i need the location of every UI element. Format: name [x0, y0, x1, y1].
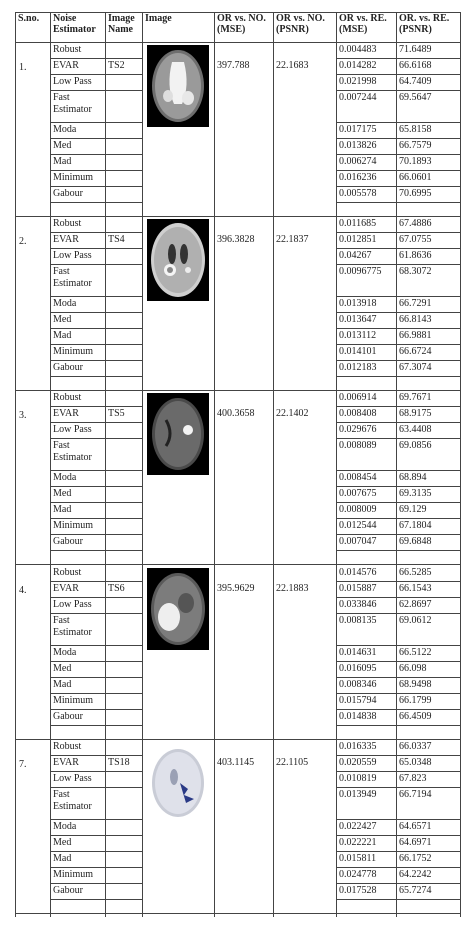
header-re-psnr: OR. vs. RE.(PSNR)	[399, 13, 450, 35]
re-psnr-value: 68.3072	[399, 266, 432, 277]
group-or-mse: 403.1145	[217, 757, 255, 768]
row-divider	[50, 406, 142, 407]
estimator-label: Minimum	[53, 172, 94, 183]
row-divider	[50, 328, 142, 329]
estimator-label: Robust	[53, 567, 82, 578]
re-mse-value: 0.033846	[339, 599, 377, 610]
re-mse-value: 0.022221	[339, 837, 377, 848]
re-psnr-value: 67.3074	[399, 362, 432, 373]
column-divider	[396, 12, 397, 917]
re-psnr-value: 65.7274	[399, 885, 432, 896]
row-divider	[50, 438, 142, 439]
estimator-label: Low Pass	[53, 250, 92, 261]
re-mse-value: 0.013112	[339, 330, 377, 341]
estimator-label: Minimum	[53, 520, 94, 531]
row-divider	[50, 502, 142, 503]
row-divider	[336, 771, 461, 772]
header-estimator: Noise Estimator	[53, 13, 96, 35]
row-divider	[336, 867, 461, 868]
re-psnr-value: 66.0601	[399, 172, 432, 183]
row-divider	[50, 645, 142, 646]
re-psnr-value: 66.098	[399, 663, 427, 674]
row-divider	[336, 709, 461, 710]
group-sno: 7.	[19, 759, 27, 770]
re-mse-value: 0.04267	[339, 250, 372, 261]
brain-scan-image	[147, 568, 209, 650]
row-divider	[50, 518, 142, 519]
re-psnr-value: 66.8143	[399, 314, 432, 325]
estimator-label: Robust	[53, 392, 82, 403]
brain-scan-image	[147, 45, 209, 127]
row-divider	[336, 74, 461, 75]
estimator-label: Fast Estimator	[53, 92, 92, 115]
row-divider	[336, 296, 461, 297]
re-mse-value: 0.013826	[339, 140, 377, 151]
re-mse-value: 0.008346	[339, 679, 377, 690]
row-divider	[336, 851, 461, 852]
row-divider	[50, 154, 142, 155]
row-divider	[336, 312, 461, 313]
row-divider	[336, 486, 461, 487]
row-divider	[50, 534, 142, 535]
re-psnr-value: 69.129	[399, 504, 427, 515]
re-psnr-value: 64.6971	[399, 837, 432, 848]
re-mse-value: 0.0096775	[339, 266, 382, 277]
row-divider	[50, 787, 142, 788]
re-psnr-value: 65.8158	[399, 124, 432, 135]
row-divider	[336, 248, 461, 249]
re-psnr-value: 69.6848	[399, 536, 432, 547]
re-mse-value: 0.008089	[339, 440, 377, 451]
re-mse-value: 0.024778	[339, 869, 377, 880]
re-psnr-value: 66.1543	[399, 583, 432, 594]
re-mse-value: 0.013949	[339, 789, 377, 800]
row-divider	[336, 470, 461, 471]
re-mse-value: 0.006914	[339, 392, 377, 403]
group-or-psnr: 22.1883	[276, 583, 309, 594]
row-divider	[336, 518, 461, 519]
re-mse-value: 0.008009	[339, 504, 377, 515]
re-mse-value: 0.015794	[339, 695, 377, 706]
row-divider	[50, 819, 142, 820]
row-divider	[336, 138, 461, 139]
re-psnr-value: 66.7194	[399, 789, 432, 800]
estimator-label: EVAR	[53, 757, 79, 768]
re-mse-value: 0.021998	[339, 76, 377, 87]
estimator-label: EVAR	[53, 408, 79, 419]
estimator-label: Minimum	[53, 869, 94, 880]
row-divider	[336, 819, 461, 820]
row-divider	[336, 550, 461, 551]
row-divider	[50, 422, 142, 423]
estimator-label: EVAR	[53, 234, 79, 245]
re-psnr-value: 63.4408	[399, 424, 432, 435]
estimator-label: Med	[53, 314, 72, 325]
header-sno: S.no.	[18, 13, 40, 24]
row-divider	[50, 725, 142, 726]
re-psnr-value: 71.6489	[399, 44, 432, 55]
row-divider	[336, 328, 461, 329]
row-divider	[50, 709, 142, 710]
row-divider	[336, 502, 461, 503]
row-divider	[336, 787, 461, 788]
row-divider	[336, 264, 461, 265]
re-mse-value: 0.004483	[339, 44, 377, 55]
row-divider	[50, 344, 142, 345]
row-divider	[50, 835, 142, 836]
re-psnr-value: 69.3135	[399, 488, 432, 499]
row-divider	[50, 550, 142, 551]
re-mse-value: 0.016095	[339, 663, 377, 674]
row-divider	[50, 613, 142, 614]
row-divider	[336, 581, 461, 582]
row-divider	[336, 534, 461, 535]
estimator-label: Gabour	[53, 711, 83, 722]
re-psnr-value: 70.6995	[399, 188, 432, 199]
re-mse-value: 0.007244	[339, 92, 377, 103]
estimator-label: Minimum	[53, 695, 94, 706]
re-mse-value: 0.007047	[339, 536, 377, 547]
row-divider	[50, 677, 142, 678]
row-divider	[15, 739, 461, 740]
re-psnr-value: 66.9881	[399, 330, 432, 341]
row-divider	[50, 376, 142, 377]
re-psnr-value: 66.6724	[399, 346, 432, 357]
row-divider	[336, 170, 461, 171]
column-divider	[460, 12, 461, 917]
estimator-label: Gabour	[53, 536, 83, 547]
estimator-label: Moda	[53, 647, 77, 658]
group-sno: 3.	[19, 410, 27, 421]
row-divider	[50, 883, 142, 884]
re-psnr-value: 64.2242	[399, 869, 432, 880]
re-psnr-value: 68.894	[399, 472, 427, 483]
row-divider	[336, 725, 461, 726]
row-divider	[50, 597, 142, 598]
estimator-label: EVAR	[53, 60, 79, 71]
group-image-name: TS5	[108, 408, 125, 419]
row-divider	[15, 42, 461, 43]
re-mse-value: 0.017175	[339, 124, 377, 135]
re-psnr-value: 66.5285	[399, 567, 432, 578]
estimator-label: Med	[53, 837, 72, 848]
re-psnr-value: 66.1752	[399, 853, 432, 864]
row-divider	[336, 883, 461, 884]
group-image-name: TS4	[108, 234, 125, 245]
estimator-label: Fast Estimator	[53, 615, 92, 638]
group-sno: 4.	[19, 585, 27, 596]
re-mse-value: 0.013918	[339, 298, 377, 309]
re-psnr-value: 64.7409	[399, 76, 432, 87]
group-or-psnr: 22.1837	[276, 234, 309, 245]
re-psnr-value: 64.6571	[399, 821, 432, 832]
re-psnr-value: 68.9175	[399, 408, 432, 419]
estimator-label: Robust	[53, 44, 82, 55]
re-psnr-value: 70.1893	[399, 156, 432, 167]
row-divider	[336, 406, 461, 407]
re-psnr-value: 67.823	[399, 773, 427, 784]
re-psnr-value: 68.9498	[399, 679, 432, 690]
re-mse-value: 0.006274	[339, 156, 377, 167]
estimator-label: Minimum	[53, 346, 94, 357]
row-divider	[50, 312, 142, 313]
estimator-label: Gabour	[53, 362, 83, 373]
estimator-label: Moda	[53, 821, 77, 832]
estimator-label: Fast Estimator	[53, 266, 92, 289]
re-mse-value: 0.017528	[339, 885, 377, 896]
header-re-mse: OR vs. RE.(MSE)	[339, 13, 387, 35]
re-mse-value: 0.014631	[339, 647, 377, 658]
re-mse-value: 0.015887	[339, 583, 377, 594]
re-mse-value: 0.014576	[339, 567, 377, 578]
row-divider	[336, 597, 461, 598]
re-mse-value: 0.008135	[339, 615, 377, 626]
row-divider	[336, 755, 461, 756]
column-divider	[214, 12, 215, 917]
row-divider	[336, 693, 461, 694]
row-divider	[336, 613, 461, 614]
row-divider	[15, 913, 461, 914]
estimator-label: Low Pass	[53, 424, 92, 435]
column-divider	[273, 12, 274, 917]
row-divider	[50, 248, 142, 249]
estimator-label: EVAR	[53, 583, 79, 594]
row-divider	[50, 138, 142, 139]
row-divider	[50, 74, 142, 75]
re-mse-value: 0.008454	[339, 472, 377, 483]
row-divider	[50, 264, 142, 265]
row-divider	[336, 661, 461, 662]
re-mse-value: 0.013647	[339, 314, 377, 325]
row-divider	[50, 486, 142, 487]
re-psnr-value: 66.0337	[399, 741, 432, 752]
group-or-psnr: 22.1105	[276, 757, 309, 768]
estimator-label: Low Pass	[53, 599, 92, 610]
estimator-label: Mad	[53, 679, 72, 690]
re-mse-value: 0.014282	[339, 60, 377, 71]
group-sno: 1.	[19, 62, 27, 73]
row-divider	[336, 645, 461, 646]
re-mse-value: 0.022427	[339, 821, 377, 832]
estimator-label: Moda	[53, 124, 77, 135]
group-or-mse: 395.9629	[217, 583, 255, 594]
re-mse-value: 0.005578	[339, 188, 377, 199]
re-mse-value: 0.012183	[339, 362, 377, 373]
row-divider	[50, 186, 142, 187]
row-divider	[336, 422, 461, 423]
column-divider	[50, 12, 51, 917]
re-mse-value: 0.008408	[339, 408, 377, 419]
row-divider	[50, 90, 142, 91]
group-image-name: TS18	[108, 757, 130, 768]
estimator-label: Low Pass	[53, 773, 92, 784]
row-divider	[50, 581, 142, 582]
row-divider	[336, 344, 461, 345]
group-or-mse: 400.3658	[217, 408, 255, 419]
header-image-name: Image Name	[108, 13, 135, 35]
estimator-label: Robust	[53, 218, 82, 229]
re-psnr-value: 65.0348	[399, 757, 432, 768]
estimator-label: Mad	[53, 504, 72, 515]
estimator-label: Fast Estimator	[53, 789, 92, 812]
column-divider	[105, 12, 106, 917]
row-divider	[336, 360, 461, 361]
row-divider	[50, 296, 142, 297]
column-divider	[15, 12, 16, 917]
re-psnr-value: 67.1804	[399, 520, 432, 531]
row-divider	[50, 170, 142, 171]
row-divider	[50, 661, 142, 662]
re-mse-value: 0.016236	[339, 172, 377, 183]
estimator-label: Mad	[53, 853, 72, 864]
re-psnr-value: 67.4886	[399, 218, 432, 229]
row-divider	[336, 202, 461, 203]
estimator-label: Fast Estimator	[53, 440, 92, 463]
group-or-psnr: 22.1402	[276, 408, 309, 419]
row-divider	[336, 376, 461, 377]
row-divider	[336, 677, 461, 678]
re-mse-value: 0.029676	[339, 424, 377, 435]
row-divider	[50, 360, 142, 361]
row-divider	[50, 470, 142, 471]
row-divider	[50, 693, 142, 694]
row-divider	[50, 232, 142, 233]
row-divider	[336, 186, 461, 187]
row-divider	[50, 202, 142, 203]
estimator-label: Gabour	[53, 885, 83, 896]
header-or-mse: OR vs. NO.(MSE)	[217, 13, 266, 35]
row-divider	[336, 58, 461, 59]
row-divider	[50, 851, 142, 852]
re-mse-value: 0.010819	[339, 773, 377, 784]
re-psnr-value: 67.0755	[399, 234, 432, 245]
re-mse-value: 0.012544	[339, 520, 377, 531]
re-mse-value: 0.016335	[339, 741, 377, 752]
re-mse-value: 0.014101	[339, 346, 377, 357]
group-image-name: TS2	[108, 60, 125, 71]
re-psnr-value: 69.7671	[399, 392, 432, 403]
row-divider	[336, 835, 461, 836]
row-divider	[50, 771, 142, 772]
row-divider	[336, 438, 461, 439]
re-psnr-value: 62.8697	[399, 599, 432, 610]
re-psnr-value: 66.4509	[399, 711, 432, 722]
re-mse-value: 0.007675	[339, 488, 377, 499]
re-psnr-value: 66.7579	[399, 140, 432, 151]
row-divider	[15, 390, 461, 391]
row-divider	[50, 899, 142, 900]
group-sno: 2.	[19, 236, 27, 247]
re-mse-value: 0.011685	[339, 218, 377, 229]
estimator-label: Robust	[53, 741, 82, 752]
estimator-label: Low Pass	[53, 76, 92, 87]
re-mse-value: 0.014838	[339, 711, 377, 722]
estimator-label: Mad	[53, 156, 72, 167]
column-divider	[142, 12, 143, 917]
brain-scan-image	[147, 742, 209, 824]
header-image: Image	[145, 13, 172, 24]
re-psnr-value: 66.6168	[399, 60, 432, 71]
brain-scan-image	[147, 393, 209, 475]
re-psnr-value: 69.0856	[399, 440, 432, 451]
re-psnr-value: 66.5122	[399, 647, 432, 658]
group-or-mse: 396.3828	[217, 234, 255, 245]
estimator-label: Moda	[53, 472, 77, 483]
row-divider	[50, 867, 142, 868]
row-divider	[15, 216, 461, 217]
brain-scan-image	[147, 219, 209, 301]
estimator-label: Med	[53, 140, 72, 151]
row-divider	[50, 122, 142, 123]
row-divider	[15, 12, 461, 13]
estimator-label: Gabour	[53, 188, 83, 199]
re-mse-value: 0.012851	[339, 234, 377, 245]
re-psnr-value: 61.8636	[399, 250, 432, 261]
re-psnr-value: 69.0612	[399, 615, 432, 626]
estimator-label: Mad	[53, 330, 72, 341]
row-divider	[336, 122, 461, 123]
row-divider	[336, 232, 461, 233]
row-divider	[15, 564, 461, 565]
column-divider	[336, 12, 337, 917]
row-divider	[336, 154, 461, 155]
estimator-label: Moda	[53, 298, 77, 309]
re-psnr-value: 69.5647	[399, 92, 432, 103]
re-mse-value: 0.020559	[339, 757, 377, 768]
row-divider	[336, 90, 461, 91]
re-psnr-value: 66.1799	[399, 695, 432, 706]
group-image-name: TS6	[108, 583, 125, 594]
group-or-psnr: 22.1683	[276, 60, 309, 71]
estimator-label: Med	[53, 488, 72, 499]
group-or-mse: 397.788	[217, 60, 250, 71]
estimator-label: Med	[53, 663, 72, 674]
re-psnr-value: 66.7291	[399, 298, 432, 309]
re-mse-value: 0.015811	[339, 853, 377, 864]
header-or-psnr: OR vs. NO.(PSNR)	[276, 13, 325, 35]
row-divider	[50, 755, 142, 756]
row-divider	[50, 58, 142, 59]
row-divider	[336, 899, 461, 900]
